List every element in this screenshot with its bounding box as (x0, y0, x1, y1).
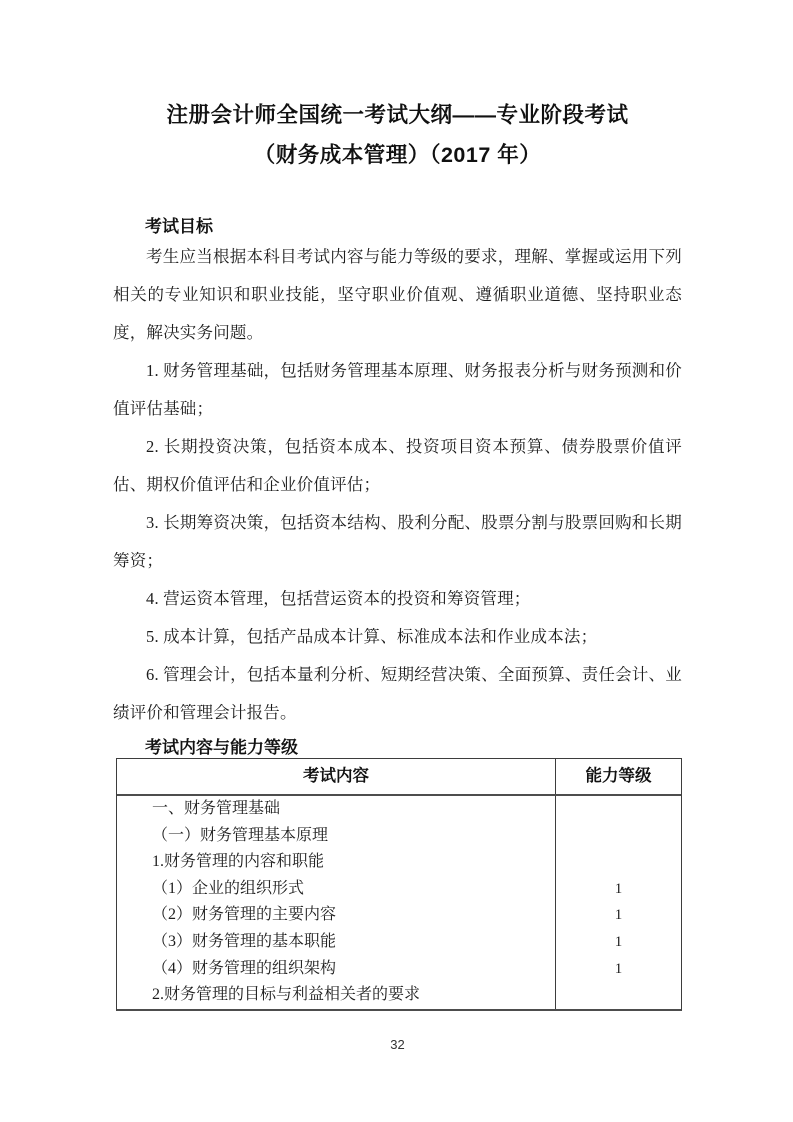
table-header-row (117, 759, 681, 796)
row-content-cell: 1.财务管理的内容和职能 (152, 853, 325, 871)
exam-objectives-item: 6. 管理会计，包括本量利分析、短期经营决策、全面预算、责任会计、业绩评价和管理会计报告。 (113, 665, 682, 722)
row-content-cell: （3）财务管理的基本职能 (152, 932, 337, 950)
exam-objectives-heading: 考试目标 (145, 217, 213, 236)
exam-objectives-item: 3. 长期筹资决策，包括资本结构、股利分配、股票分割与股票回购和长期筹资； (113, 513, 682, 570)
row-level-cell: 1 (555, 956, 681, 983)
row-content-cell: （1）企业的组织形式 (152, 879, 305, 897)
row-level-cell: 1 (555, 876, 681, 903)
col-header-exam-content: 考试内容 (303, 767, 369, 785)
table-row (117, 849, 681, 876)
col-header-ability-level: 能力等级 (555, 759, 681, 794)
table-row (117, 956, 681, 983)
row-content-cell: （2）财务管理的主要内容 (152, 906, 337, 924)
row-level-cell (555, 823, 681, 850)
exam-objectives-item: 1. 财务管理基础，包括财务管理基本原理、财务报表分析与财务预测和价值评估基础； (113, 361, 682, 418)
row-level-cell (555, 796, 681, 823)
exam-objectives-item: 2. 长期投资决策，包括资本成本、投资项目资本预算、债券股票价值评估、期权价值评估和企业价值评估； (113, 437, 682, 494)
exam-objectives-body (113, 238, 682, 732)
row-level-cell (555, 849, 681, 876)
row-level-cell: 1 (555, 929, 681, 956)
row-level-cell (555, 982, 681, 1009)
row-content-cell: 一、财务管理基础 (152, 800, 281, 817)
doc-title-line2: （财务成本管理）（2017 年） (253, 143, 542, 167)
table-row (117, 876, 681, 903)
exam-objectives-items (113, 352, 682, 732)
doc-title-line1: 注册会计师全国统一考试大纲——专业阶段考试 (166, 103, 629, 127)
page-number: 32 (390, 1036, 405, 1052)
row-content-cell: 2.财务管理的目标与利益相关者的要求 (152, 986, 421, 1004)
exam-objectives-intro: 考生应当根据本科目考试内容与能力等级的要求，理解、掌握或运用下列相关的专业知识和职业技能，坚守职业价值观、遵循职业道德、坚持职业态度，解决实务问题。 (113, 247, 682, 342)
table-row (117, 796, 681, 823)
exam-content-table (116, 758, 682, 1011)
table-row (117, 982, 681, 1009)
row-content-cell: （一）财务管理基本原理 (152, 826, 329, 844)
table-body (117, 796, 681, 1009)
exam-content-heading: 考试内容与能力等级 (145, 738, 298, 757)
table-row (117, 902, 681, 929)
exam-objectives-item: 5. 成本计算，包括产品成本计算、标准成本法和作业成本法； (146, 627, 598, 646)
exam-objectives-item: 4. 营运资本管理，包括营运资本的投资和筹资管理； (146, 589, 531, 608)
row-content-cell: （4）财务管理的组织架构 (152, 959, 337, 977)
doc-title (113, 0, 682, 175)
row-level-cell: 1 (555, 902, 681, 929)
page-content (113, 0, 682, 1052)
table-row (117, 823, 681, 850)
table-row (117, 929, 681, 956)
